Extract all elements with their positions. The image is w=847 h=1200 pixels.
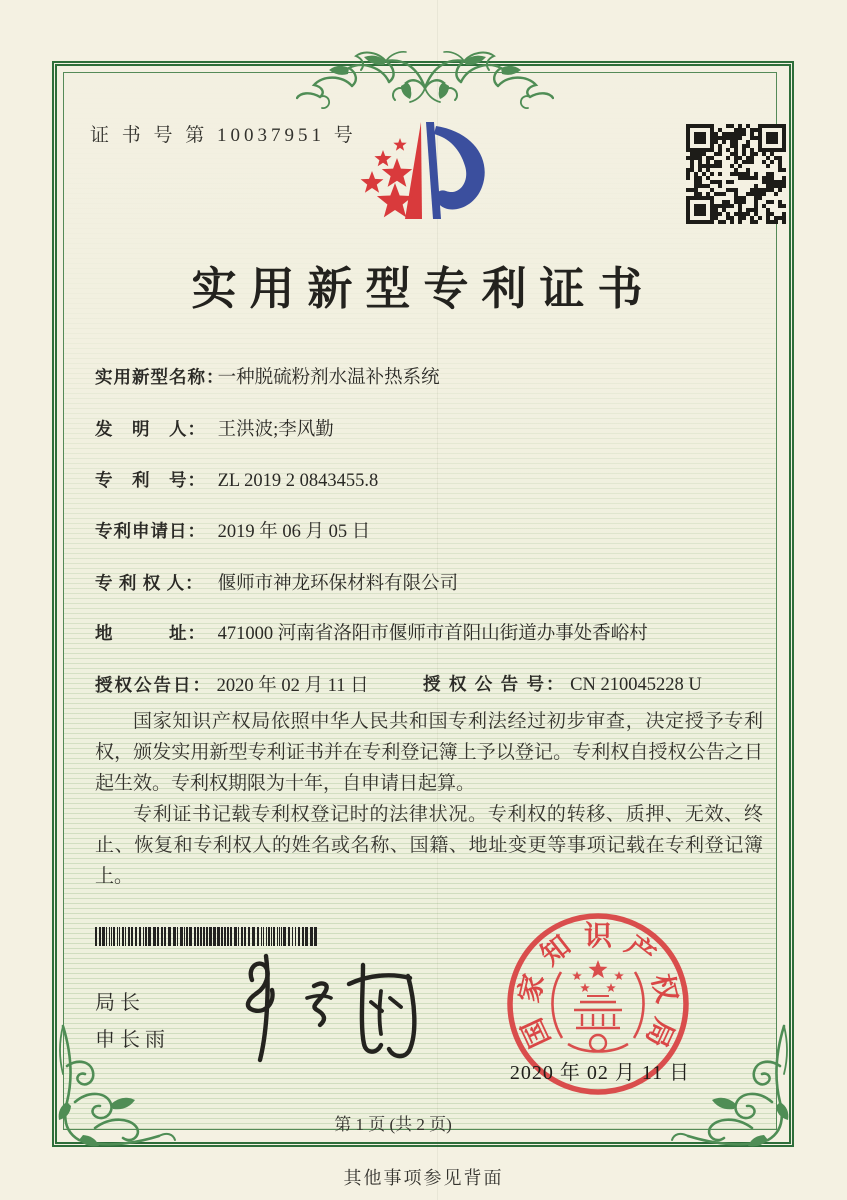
seal-character: 知	[535, 930, 577, 972]
field-utility-model-name	[95, 363, 775, 389]
field-patent-number	[95, 467, 775, 492]
certificate-title: 实用新型专利证书	[191, 264, 656, 314]
seal-character: 权	[645, 971, 682, 1006]
grant-row	[95, 671, 775, 697]
barcode-icon	[95, 927, 321, 946]
field-label: 专 利 号：	[95, 470, 206, 490]
grant-number-label: 授 权 公 告 号：	[423, 674, 566, 694]
back-note: 其他事项参见背面	[343, 1168, 504, 1188]
qr-code-icon	[686, 124, 786, 224]
field-label: 地 址：	[95, 623, 206, 643]
seal-character: 家	[514, 971, 551, 1006]
field-address	[95, 619, 775, 645]
seal-character: 产	[619, 930, 661, 972]
field-label: 专 利 权 人：	[95, 573, 204, 593]
certificate-number: 证 书 号 第 10037951 号	[90, 125, 357, 146]
cnipa-logo-icon	[352, 112, 507, 230]
grant-number-group	[423, 671, 702, 696]
field-value: 一种脱硫粉剂水温补热系统	[217, 368, 440, 388]
field-patentee	[95, 569, 775, 595]
field-value: 偃师市神龙环保材料有限公司	[217, 574, 459, 594]
seal-date: 2020 年 02 月 11 日	[509, 1062, 691, 1084]
field-label: 发 明 人：	[95, 419, 206, 439]
field-label: 实用新型名称：	[95, 367, 225, 387]
grant-date-label: 授权公告日：	[95, 675, 212, 695]
page-number: 第 1 页 (共 2 页)	[334, 1115, 452, 1134]
legal-paragraph-2: 专利证书记载专利权登记时的法律状况。专利权的转移、质押、无效、终止、恢复和专利权人的姓名或名称、国籍、地址变更等事项记载在专利登记簿上。	[95, 804, 763, 887]
top-border-ornament-icon	[296, 34, 554, 116]
signature-handwritten-icon	[222, 948, 437, 1066]
grant-number-value: CN 210045228 U	[570, 675, 702, 695]
field-application-date	[95, 517, 775, 543]
commissioner-name: 申长雨	[95, 1029, 170, 1051]
legal-text	[95, 706, 763, 892]
seal-character: 局	[639, 1013, 680, 1052]
field-inventor	[95, 415, 775, 441]
field-value: 2019 年 06 月 05 日	[217, 522, 371, 542]
field-value: ZL 2019 2 0843455.8	[217, 471, 379, 491]
legal-paragraph-1: 国家知识产权局依照中华人民共和国专利法经过初步审查，决定授予专利权，颁发实用新型专利证书并在专利登记簿上予以登记。专利权自授权公告之日起生效。专利权期限为十年，自申请日起算。	[95, 711, 763, 794]
seal-character: 国	[516, 1013, 557, 1052]
field-value: 王洪波;李风勤	[217, 420, 334, 440]
grant-date-value: 2020 年 02 月 11 日	[216, 676, 369, 696]
grant-date-group	[95, 676, 369, 696]
seal-character: 识	[583, 921, 612, 952]
field-label: 专利申请日：	[95, 521, 206, 541]
commissioner-title: 局长	[95, 992, 145, 1014]
field-value: 471000 河南省洛阳市偃师市首阳山街道办事处香峪村	[217, 624, 648, 644]
